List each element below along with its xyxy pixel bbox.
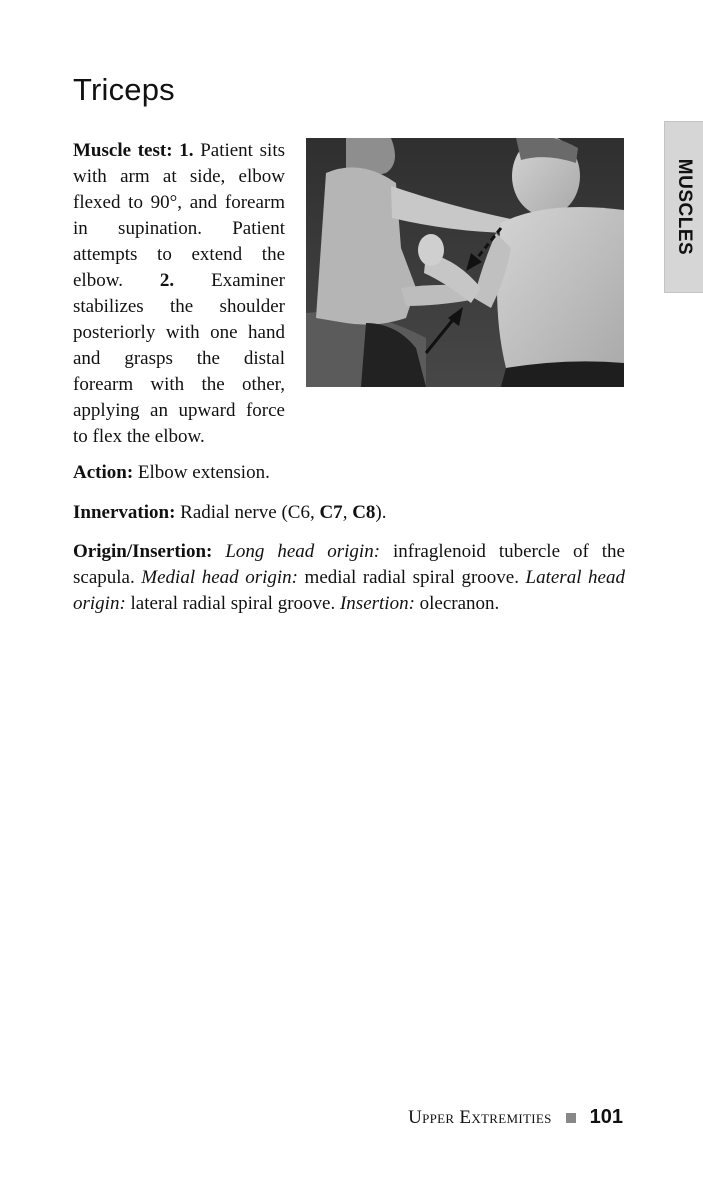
medial-head-origin-text: medial radial spiral groove. <box>297 567 526 588</box>
origin-insertion-paragraph <box>73 539 625 617</box>
long-head-origin-label: Long head origin: <box>212 541 381 562</box>
footer-section-title: Upper Extremities <box>408 1106 552 1128</box>
footer-square-icon <box>566 1113 576 1123</box>
innervation-c8: C8 <box>352 502 376 523</box>
innervation-paragraph <box>73 500 625 526</box>
innervation-text-b: ). <box>375 502 387 523</box>
muscle-test-label: Muscle test: <box>73 140 173 161</box>
innervation-text-a: Radial nerve (C6, <box>175 502 320 523</box>
muscle-test-photo <box>306 138 624 387</box>
long-head-origin-text: infraglenoid tubercle of the scapula. <box>73 541 625 588</box>
page-number: 101 <box>589 1106 623 1128</box>
innervation-separator: , <box>342 502 353 523</box>
action-label: Action: <box>73 462 134 483</box>
step-2-number: 2. <box>159 270 175 291</box>
section-side-tab-label: MUSCLES <box>674 158 695 256</box>
insertion-text: olecranon. <box>414 593 500 614</box>
medial-head-origin-label: Medial head origin: <box>141 567 298 588</box>
innervation-label: Innervation: <box>73 502 176 523</box>
step-1-text: Patient sits with arm at side, elbow flexed to 90°, and forearm in supination. Patient attempts to extend the elbow. <box>73 140 285 291</box>
lateral-head-origin-text: lateral radial spiral groove. <box>125 593 340 614</box>
innervation-c7: C7 <box>319 502 343 523</box>
insertion-label: Insertion: <box>339 593 415 614</box>
page-title: Triceps <box>73 72 175 107</box>
step-1-number: 1. <box>179 140 194 161</box>
muscle-test-paragraph <box>73 138 285 450</box>
action-text: Elbow extension. <box>133 462 270 483</box>
page-footer <box>408 1106 623 1129</box>
section-side-tab <box>664 121 703 293</box>
step-2-text: Examiner stabilizes the shoulder posteriorly with one hand and grasps the distal forearm with the other, applying an upward force to flex the elbow. <box>73 270 285 447</box>
action-paragraph <box>73 460 625 486</box>
muscle-test-photo-illustration <box>306 138 624 387</box>
origin-insertion-label: Origin/Insertion: <box>73 541 213 562</box>
lateral-head-origin-label: Lateral head origin: <box>73 567 625 614</box>
